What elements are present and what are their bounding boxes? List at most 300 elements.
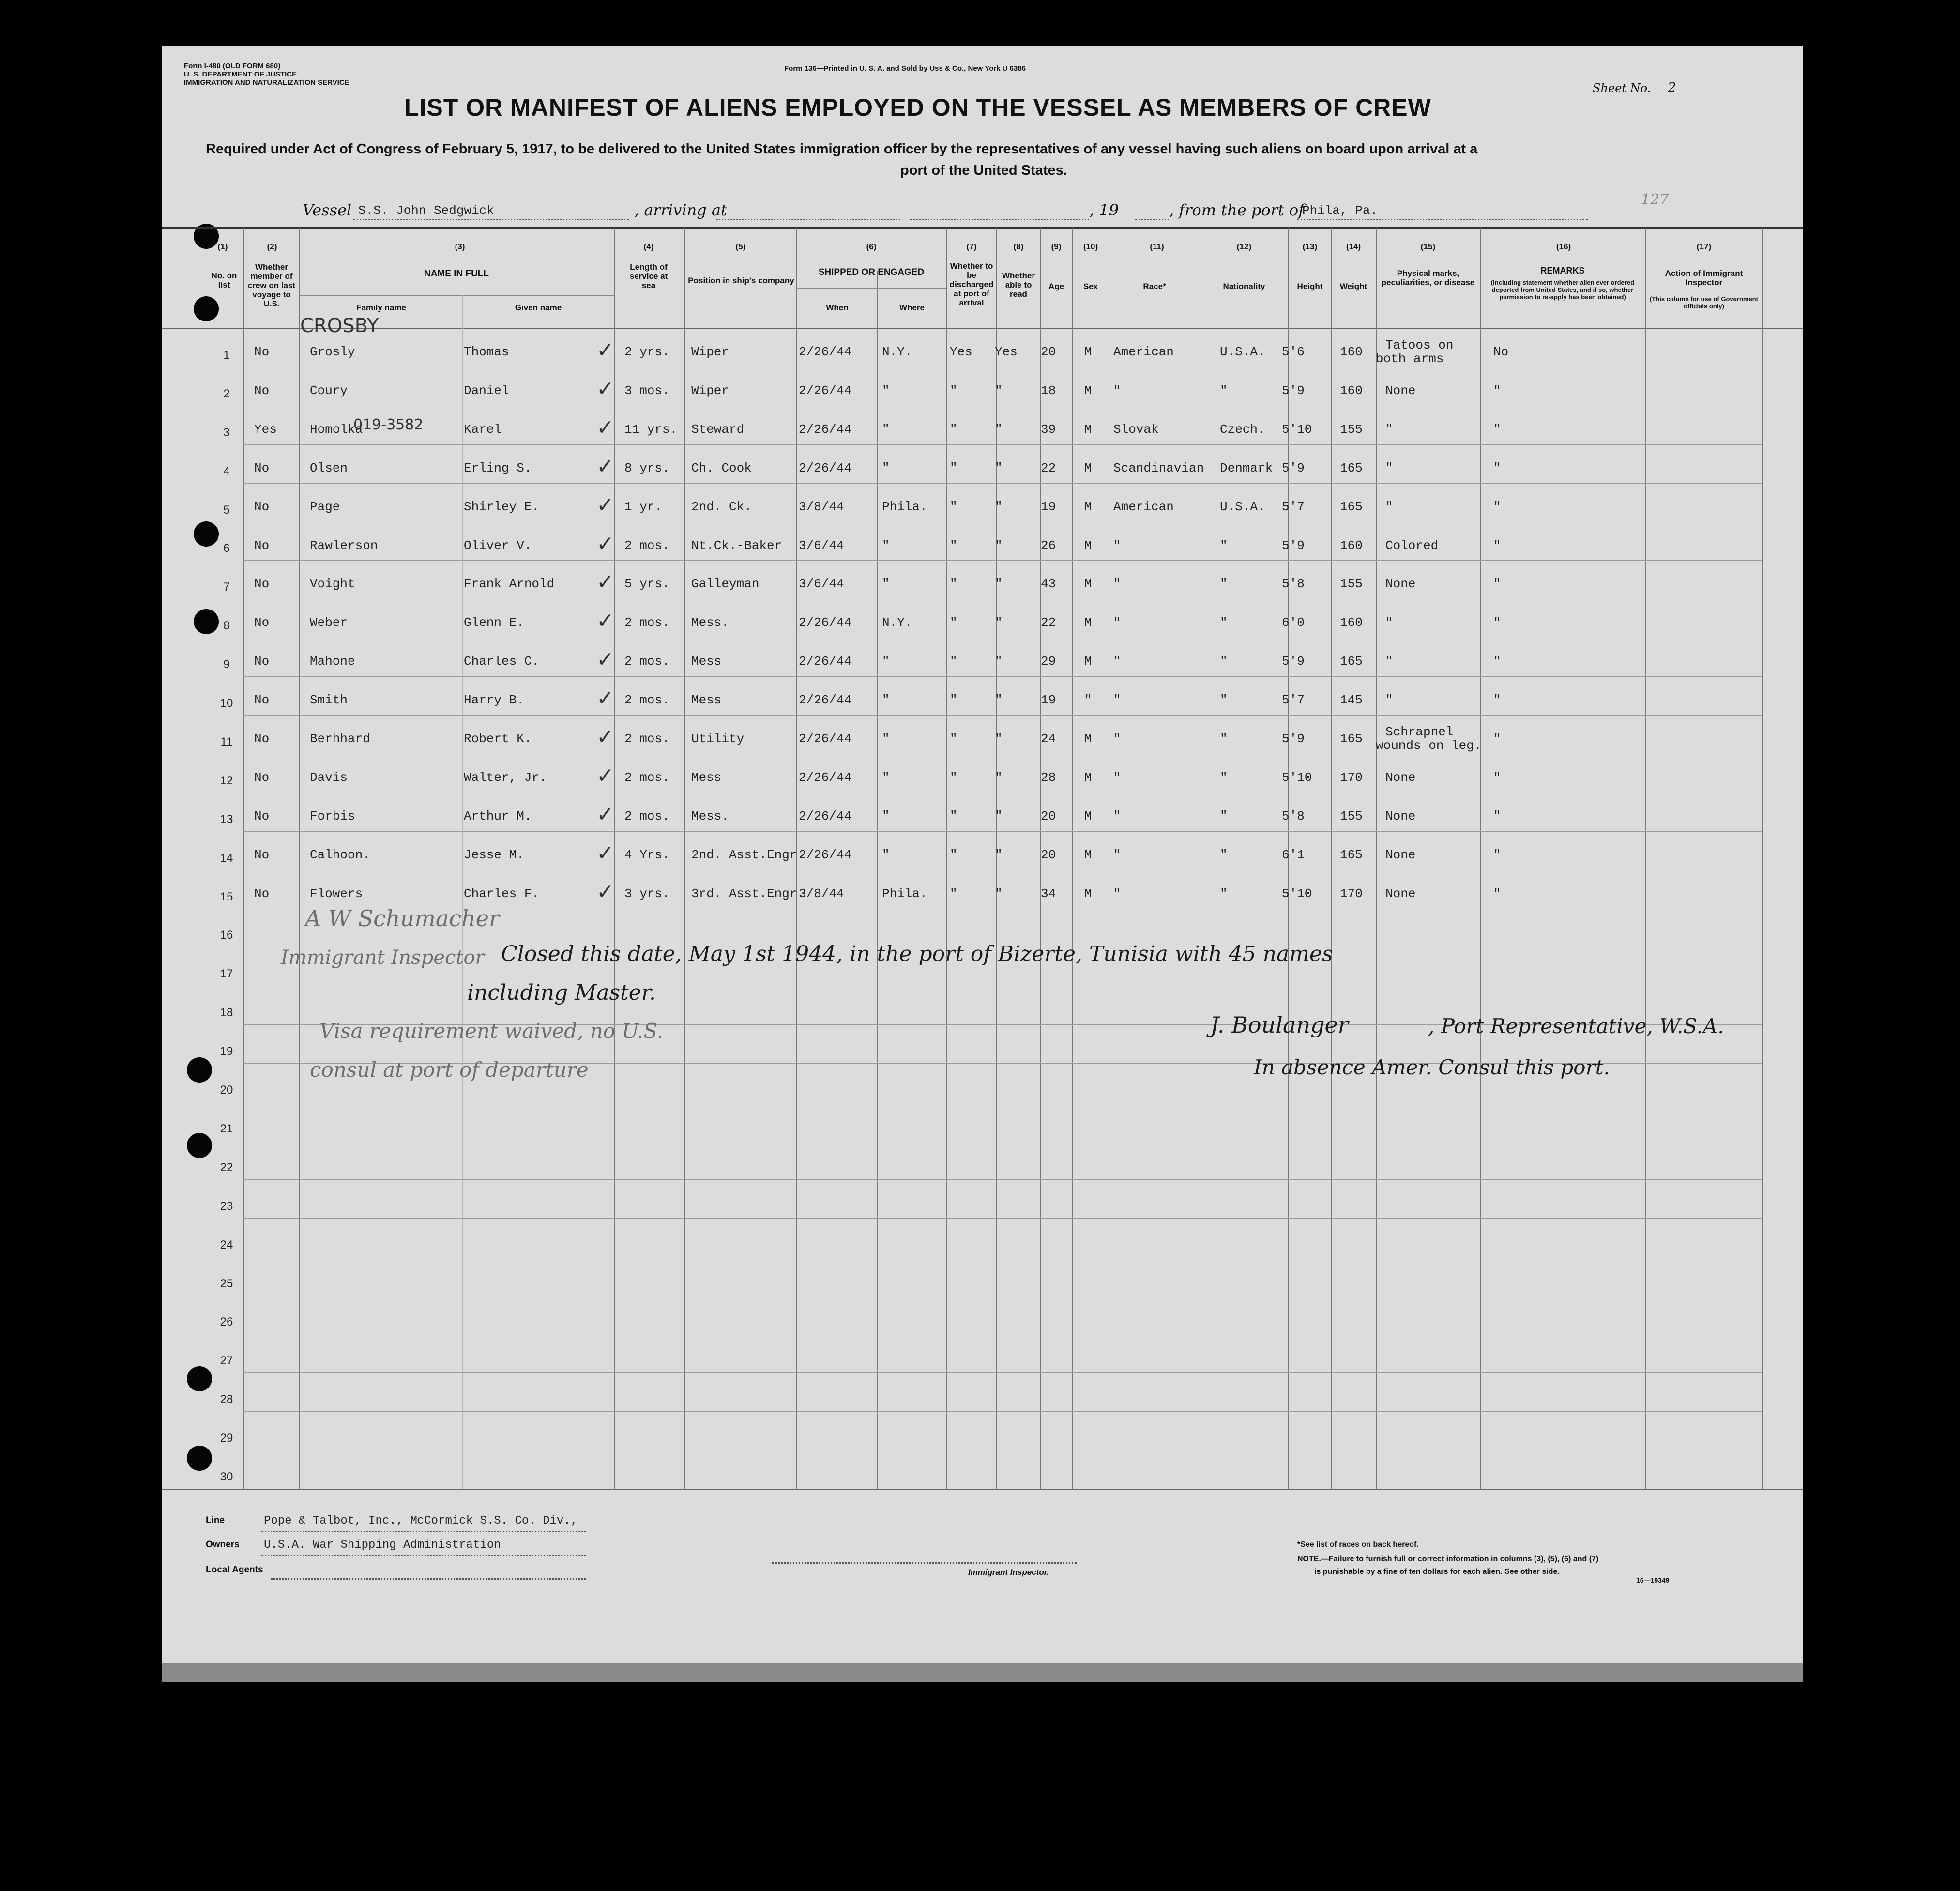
cell-age: 19 bbox=[1041, 693, 1056, 708]
cell-sex: M bbox=[1084, 383, 1092, 398]
col-num: (2) bbox=[267, 242, 277, 251]
cell-able-to-read: " bbox=[995, 383, 1003, 398]
cell-shipped-when: 2/26/44 bbox=[799, 422, 852, 437]
cell-service-length: 2 mos. bbox=[624, 654, 670, 669]
col-num: (15) bbox=[1420, 242, 1436, 251]
cell-weight: 160 bbox=[1340, 345, 1363, 359]
cell-position: Utility bbox=[691, 732, 744, 746]
check-mark-icon: ✓ bbox=[596, 415, 614, 440]
cell-family-name: Forbis bbox=[310, 808, 355, 824]
cell-shipped-where: " bbox=[882, 693, 890, 708]
row-number: 17 bbox=[220, 967, 233, 981]
col-num: (8) bbox=[1013, 242, 1024, 251]
cell-shipped-when: 3/6/44 bbox=[799, 538, 844, 553]
cell-able-to-read: " bbox=[995, 654, 1003, 669]
cell-sex: M bbox=[1084, 577, 1092, 592]
cell-service-length: 2 mos. bbox=[624, 693, 670, 708]
cell-sex: M bbox=[1084, 847, 1092, 862]
col-num: (17) bbox=[1696, 242, 1712, 251]
cell-weight: 145 bbox=[1340, 693, 1363, 708]
cell-height: 5'9 bbox=[1282, 460, 1305, 475]
header-service: Length of service at sea bbox=[629, 262, 668, 290]
check-mark-icon: ✓ bbox=[596, 686, 614, 711]
cell-weight: 160 bbox=[1340, 538, 1363, 553]
cell-height: 5'9 bbox=[1282, 654, 1305, 669]
cell-family-name: Page bbox=[310, 499, 340, 514]
cell-sex: M bbox=[1084, 422, 1092, 437]
cell-service-length: 8 yrs. bbox=[624, 460, 670, 475]
cell-nationality: " bbox=[1220, 654, 1228, 669]
line-value: Pope & Talbot, Inc., McCormick S.S. Co. Div., bbox=[264, 1514, 578, 1527]
row-number: 3 bbox=[223, 426, 230, 439]
check-mark-icon: ✓ bbox=[596, 377, 614, 401]
visa-note-line2: consul at port of departure bbox=[310, 1058, 589, 1082]
header-discharge: Whether to be discharged at port of arrival bbox=[949, 261, 994, 307]
cell-weight: 165 bbox=[1340, 847, 1363, 862]
cell-given-name: Daniel bbox=[464, 383, 509, 398]
header-weight: Weight bbox=[1339, 282, 1367, 291]
cell-weight: 165 bbox=[1340, 654, 1363, 669]
header-given-name: Given name bbox=[515, 303, 562, 312]
row-number: 2 bbox=[223, 387, 230, 400]
cell-height: 5'10 bbox=[1282, 422, 1312, 437]
cell-weight: 155 bbox=[1340, 422, 1363, 437]
row-number: 13 bbox=[220, 812, 233, 826]
cell-shipped-when: 2/26/44 bbox=[799, 460, 852, 475]
cell-position: Mess bbox=[691, 770, 722, 785]
col-num: (13) bbox=[1302, 242, 1318, 251]
cell-age: 29 bbox=[1041, 654, 1056, 669]
cell-shipped-where: " bbox=[882, 732, 890, 746]
cell-remarks: " bbox=[1493, 654, 1501, 669]
cell-given-name: Oliver V. bbox=[464, 538, 532, 553]
cell-height: 6'0 bbox=[1282, 615, 1305, 630]
cell-weight: 170 bbox=[1340, 770, 1363, 785]
cell-prev-voyage: No bbox=[254, 693, 270, 708]
cell-given-name: Frank Arnold bbox=[464, 577, 555, 592]
cell-physical-marks-line2: both arms bbox=[1376, 351, 1444, 366]
cell-physical-marks: Schrapnel bbox=[1385, 725, 1454, 739]
row-number: 12 bbox=[220, 774, 233, 787]
row-number: 5 bbox=[223, 503, 230, 517]
subtitle: Required under Act of Congress of February 5, 1917, to be delivered to the United States immigration officer by the representatives of any vessel having such aliens on board upon arrival at a bbox=[206, 141, 1478, 157]
scan-border bbox=[162, 1663, 1803, 1682]
cell-race: " bbox=[1113, 886, 1121, 901]
cell-remarks: " bbox=[1493, 847, 1501, 862]
cell-shipped-when: 3/8/44 bbox=[799, 886, 844, 901]
punch-hole bbox=[187, 1057, 212, 1083]
cell-shipped-where: " bbox=[882, 383, 890, 398]
cell-height: 5'9 bbox=[1282, 732, 1305, 746]
cell-sex: M bbox=[1084, 460, 1092, 475]
cell-nationality: Czech. bbox=[1220, 422, 1265, 437]
cell-service-length: 5 yrs. bbox=[624, 577, 670, 592]
cell-nationality: " bbox=[1220, 770, 1228, 785]
cell-prev-voyage: No bbox=[254, 770, 270, 785]
correction-crosby: CROSBY bbox=[300, 315, 379, 337]
footnote-penalty-line2: is punishable by a fine of ten dollars for each alien. See other side. bbox=[1314, 1568, 1560, 1576]
cell-race: " bbox=[1113, 538, 1121, 553]
cell-able-to-read: " bbox=[995, 808, 1003, 824]
cell-service-length: 3 mos. bbox=[624, 383, 670, 398]
row-number: 29 bbox=[220, 1432, 233, 1445]
cell-shipped-when: 2/26/44 bbox=[799, 654, 852, 669]
cell-family-name: Coury bbox=[310, 383, 348, 398]
cell-weight: 155 bbox=[1340, 808, 1363, 824]
cell-prev-voyage: No bbox=[254, 460, 270, 475]
cell-able-to-read: " bbox=[995, 577, 1003, 592]
cell-physical-marks: None bbox=[1385, 886, 1416, 901]
cell-remarks: " bbox=[1493, 770, 1501, 785]
header-age: Age bbox=[1048, 282, 1064, 291]
col-num: (7) bbox=[966, 242, 977, 251]
cell-nationality: U.S.A. bbox=[1220, 345, 1265, 359]
cell-sex: M bbox=[1084, 808, 1092, 824]
cell-nationality: U.S.A. bbox=[1220, 499, 1265, 514]
cell-sex: " bbox=[1084, 693, 1092, 708]
cell-remarks: " bbox=[1493, 577, 1501, 592]
cell-able-to-read: " bbox=[995, 460, 1003, 475]
header-prev-voyage: Whether member of crew on last voyage to U.S. bbox=[247, 262, 296, 308]
cell-discharge: " bbox=[950, 422, 957, 437]
cell-remarks: " bbox=[1493, 499, 1501, 514]
cell-shipped-where: N.Y. bbox=[882, 615, 912, 630]
row-number: 1 bbox=[223, 348, 230, 362]
line-label: Line bbox=[206, 1515, 225, 1525]
row-number: 15 bbox=[220, 890, 233, 903]
cell-height: 5'7 bbox=[1282, 693, 1305, 708]
header-name: NAME IN FULL bbox=[424, 269, 489, 279]
header-nationality: Nationality bbox=[1223, 282, 1265, 291]
cell-discharge: " bbox=[950, 808, 957, 824]
cell-height: 5'10 bbox=[1282, 770, 1312, 785]
cell-given-name: Glenn E. bbox=[464, 615, 524, 630]
subtitle-line2: port of the United States. bbox=[900, 163, 1067, 178]
cell-shipped-where: " bbox=[882, 422, 890, 437]
cell-discharge: " bbox=[950, 577, 957, 592]
col-num: (16) bbox=[1556, 242, 1571, 251]
cell-family-name: Weber bbox=[310, 615, 348, 630]
cell-position: Wiper bbox=[691, 383, 729, 398]
cell-physical-marks: None bbox=[1385, 770, 1416, 785]
check-mark-icon: ✓ bbox=[596, 802, 614, 826]
cell-prev-voyage: No bbox=[254, 538, 270, 553]
cell-given-name: Thomas bbox=[464, 345, 509, 359]
cell-family-name: Calhoon. bbox=[310, 847, 370, 862]
visa-note: Visa requirement waived, no U.S. bbox=[319, 1019, 663, 1043]
col-num: (11) bbox=[1150, 242, 1164, 251]
cell-race: American bbox=[1113, 499, 1174, 514]
cell-age: 26 bbox=[1041, 538, 1056, 553]
cell-position: Steward bbox=[691, 422, 744, 437]
row-number: 28 bbox=[220, 1393, 233, 1406]
header-action-note: (This column for use of Government officials only) bbox=[1650, 295, 1758, 310]
cell-position: 2nd. Asst.Engr. bbox=[691, 847, 805, 862]
header-action: Action of Immigrant Inspector bbox=[1665, 269, 1743, 287]
cell-able-to-read: " bbox=[995, 538, 1003, 553]
cell-shipped-where: " bbox=[882, 538, 890, 553]
cell-able-to-read: " bbox=[995, 847, 1003, 862]
cell-shipped-when: 2/26/44 bbox=[799, 615, 852, 630]
sheet-label: Sheet No. bbox=[1593, 81, 1651, 95]
cell-weight: 155 bbox=[1340, 577, 1363, 592]
cell-prev-voyage: No bbox=[254, 577, 270, 592]
cell-shipped-when: 3/8/44 bbox=[799, 499, 844, 514]
row-number: 19 bbox=[220, 1045, 233, 1058]
cell-race: " bbox=[1113, 383, 1121, 398]
cell-age: 39 bbox=[1041, 422, 1056, 437]
check-mark-icon: ✓ bbox=[596, 532, 614, 556]
cell-service-length: 1 yr. bbox=[624, 499, 663, 514]
header-remarks-note: (Including statement whether alien ever ordered deported from United States, and if so, whether permission to re-apply has been obtained) bbox=[1490, 279, 1635, 301]
sheet-number: 2 bbox=[1668, 79, 1676, 95]
cell-family-name: Smith bbox=[310, 693, 348, 708]
cell-nationality: " bbox=[1220, 847, 1228, 862]
vessel-label: Vessel bbox=[303, 201, 352, 219]
cell-weight: 165 bbox=[1340, 732, 1363, 746]
cell-prev-voyage: No bbox=[254, 654, 270, 669]
cell-prev-voyage: No bbox=[254, 345, 270, 359]
cell-prev-voyage: No bbox=[254, 847, 270, 862]
cell-service-length: 2 mos. bbox=[624, 770, 670, 785]
cell-shipped-where: " bbox=[882, 460, 890, 475]
cell-physical-marks: Tatoos on bbox=[1385, 338, 1454, 352]
cell-physical-marks: None bbox=[1385, 808, 1416, 824]
cell-given-name: Harry B. bbox=[464, 693, 524, 708]
cell-weight: 160 bbox=[1340, 615, 1363, 630]
cell-discharge: " bbox=[950, 886, 957, 901]
cell-position: Galleyman bbox=[691, 577, 760, 592]
punch-hole bbox=[194, 296, 219, 321]
cell-race: Scandinavian bbox=[1113, 460, 1204, 475]
row-number: 7 bbox=[223, 580, 230, 594]
cell-height: 5'6 bbox=[1282, 345, 1305, 359]
cell-family-name: Flowers bbox=[310, 886, 363, 901]
cell-remarks: " bbox=[1493, 886, 1501, 901]
check-mark-icon: ✓ bbox=[596, 880, 614, 904]
cell-physical-marks: " bbox=[1385, 422, 1393, 437]
cell-sex: M bbox=[1084, 770, 1092, 785]
cell-given-name: Charles C. bbox=[464, 654, 540, 669]
owners-value: U.S.A. War Shipping Administration bbox=[264, 1539, 501, 1552]
row-number: 20 bbox=[220, 1083, 233, 1097]
cell-height: 5'10 bbox=[1282, 886, 1312, 901]
file-number: 019-3582 bbox=[353, 416, 424, 433]
row-number: 24 bbox=[220, 1238, 233, 1251]
punch-hole bbox=[187, 1366, 212, 1391]
cell-physical-marks: " bbox=[1385, 499, 1393, 514]
inspector-name: A W Schumacher bbox=[305, 905, 500, 931]
row-number: 10 bbox=[220, 697, 233, 710]
check-mark-icon: ✓ bbox=[596, 725, 614, 749]
row-number: 4 bbox=[223, 464, 230, 478]
row-number: 23 bbox=[220, 1199, 233, 1213]
representative-signature: J. Boulanger bbox=[1210, 1012, 1349, 1038]
cell-race: " bbox=[1113, 847, 1121, 862]
cell-physical-marks: Colored bbox=[1385, 538, 1439, 553]
row-number: 14 bbox=[220, 851, 233, 865]
cell-physical-marks: " bbox=[1385, 615, 1393, 630]
col-num: (6) bbox=[866, 242, 877, 251]
cell-able-to-read: " bbox=[995, 422, 1003, 437]
year-label: , 19 bbox=[1089, 201, 1119, 219]
cell-remarks: " bbox=[1493, 460, 1501, 475]
cell-family-name: Davis bbox=[310, 770, 348, 785]
check-mark-icon: ✓ bbox=[596, 338, 614, 362]
cell-nationality: " bbox=[1220, 693, 1228, 708]
cell-weight: 170 bbox=[1340, 886, 1363, 901]
cell-shipped-when: 2/26/44 bbox=[799, 383, 852, 398]
cell-position: Wiper bbox=[691, 345, 729, 359]
cell-prev-voyage: Yes bbox=[254, 422, 277, 437]
cell-remarks: " bbox=[1493, 693, 1501, 708]
cell-remarks: No bbox=[1493, 345, 1509, 359]
cell-physical-marks: " bbox=[1385, 693, 1393, 708]
page-title: LIST OR MANIFEST OF ALIENS EMPLOYED ON THE VESSEL AS MEMBERS OF CREW bbox=[404, 94, 1431, 121]
cell-shipped-where: " bbox=[882, 770, 890, 785]
cell-family-name: Mahone bbox=[310, 654, 355, 669]
cell-shipped-when: 2/26/44 bbox=[799, 345, 852, 359]
absence-note: In absence Amer. Consul this port. bbox=[1254, 1055, 1610, 1079]
cell-physical-marks-line2: wounds on leg. bbox=[1376, 738, 1482, 753]
cell-shipped-when: 2/26/44 bbox=[799, 693, 852, 708]
cell-able-to-read: " bbox=[995, 732, 1003, 746]
cell-service-length: 2 yrs. bbox=[624, 345, 670, 359]
row-number: 30 bbox=[220, 1470, 233, 1483]
cell-race: " bbox=[1113, 808, 1121, 824]
header-read: Whether able to read bbox=[1002, 271, 1035, 299]
cell-family-name: Rawlerson bbox=[310, 538, 378, 553]
check-mark-icon: ✓ bbox=[596, 454, 614, 478]
vessel-name: S.S. John Sedgwick bbox=[358, 203, 494, 218]
check-mark-icon: ✓ bbox=[596, 493, 614, 517]
cell-height: 5'7 bbox=[1282, 499, 1305, 514]
cell-discharge: " bbox=[950, 460, 957, 475]
cell-remarks: " bbox=[1493, 615, 1501, 630]
col-num: (3) bbox=[455, 242, 465, 251]
row-number: 6 bbox=[223, 542, 230, 555]
col-num: (9) bbox=[1051, 242, 1062, 251]
header-family-name: Family name bbox=[356, 303, 406, 312]
row-number: 26 bbox=[220, 1315, 233, 1329]
check-mark-icon: ✓ bbox=[596, 841, 614, 865]
cell-position: 3rd. Asst.Engr. bbox=[691, 886, 805, 901]
cell-position: 2nd. Ck. bbox=[691, 499, 752, 514]
header-position: Position in ship's company bbox=[688, 276, 794, 285]
header-when: When bbox=[826, 303, 849, 312]
cell-shipped-where: " bbox=[882, 808, 890, 824]
header-remarks: REMARKS bbox=[1540, 266, 1585, 275]
cell-age: 19 bbox=[1041, 499, 1056, 514]
cell-service-length: 2 mos. bbox=[624, 808, 670, 824]
cell-shipped-where: N.Y. bbox=[882, 345, 912, 359]
cell-given-name: Arthur M. bbox=[464, 808, 532, 824]
cell-height: 5'8 bbox=[1282, 808, 1305, 824]
printer-line: Form 136—Printed in U. S. A. and Sold by Uss & Co., New York U 6386 bbox=[784, 64, 1026, 73]
cell-able-to-read: " bbox=[995, 886, 1003, 901]
from-port-label: , from the port of bbox=[1169, 201, 1305, 219]
cell-race: " bbox=[1113, 577, 1121, 592]
row-number: 8 bbox=[223, 619, 230, 633]
punch-hole bbox=[187, 1133, 212, 1158]
row-number: 21 bbox=[220, 1122, 233, 1135]
cell-service-length: 4 Yrs. bbox=[624, 847, 670, 862]
cell-given-name: Charles F. bbox=[464, 886, 540, 901]
cell-prev-voyage: No bbox=[254, 732, 270, 746]
cell-race: " bbox=[1113, 732, 1121, 746]
row-number: 27 bbox=[220, 1354, 233, 1368]
cell-height: 5'9 bbox=[1282, 538, 1305, 553]
cell-discharge: Yes bbox=[950, 345, 972, 359]
cell-race: " bbox=[1113, 770, 1121, 785]
header-no-on-list: No. on list bbox=[211, 271, 237, 290]
cell-given-name: Robert K. bbox=[464, 732, 532, 746]
cell-position: Mess bbox=[691, 693, 722, 708]
col-num: (10) bbox=[1083, 242, 1098, 251]
cell-shipped-when: 2/26/44 bbox=[799, 847, 852, 862]
row-number: 9 bbox=[223, 658, 230, 671]
cell-shipped-where: " bbox=[882, 847, 890, 862]
cell-weight: 165 bbox=[1340, 499, 1363, 514]
cell-family-name: Homolka bbox=[310, 422, 363, 437]
cell-discharge: " bbox=[950, 615, 957, 630]
cell-sex: M bbox=[1084, 886, 1092, 901]
cell-age: 20 bbox=[1041, 808, 1056, 824]
cell-service-length: 2 mos. bbox=[624, 732, 670, 746]
cell-service-length: 11 yrs. bbox=[624, 422, 678, 437]
form-id: Form I-480 (OLD FORM 680) U. S. DEPARTMENT OF JUSTICE IMMIGRATION AND NATURALIZATION SERVICE bbox=[184, 62, 349, 87]
immigrant-inspector-label: Immigrant Inspector. bbox=[968, 1568, 1049, 1577]
cell-able-to-read: Yes bbox=[995, 345, 1018, 359]
cell-shipped-when: 2/26/44 bbox=[799, 770, 852, 785]
cell-shipped-where: Phila. bbox=[882, 499, 927, 514]
cell-shipped-when: 2/26/44 bbox=[799, 808, 852, 824]
col-num: (12) bbox=[1236, 242, 1252, 251]
row-number: 22 bbox=[220, 1160, 233, 1174]
header-physical-marks: Physical marks, peculiarities, or disease bbox=[1381, 269, 1475, 287]
cell-family-name: Berhhard bbox=[310, 732, 370, 746]
cell-discharge: " bbox=[950, 538, 957, 553]
cell-shipped-where: Phila. bbox=[882, 886, 927, 901]
cell-physical-marks: None bbox=[1385, 383, 1416, 398]
closed-note: Closed this date, May 1st 1944, in the port of Bizerte, Tunisia with 45 names bbox=[501, 942, 1333, 966]
cell-sex: M bbox=[1084, 345, 1092, 359]
row-number: 18 bbox=[220, 1006, 233, 1020]
cell-service-length: 2 mos. bbox=[624, 615, 670, 630]
cell-position: Mess. bbox=[691, 615, 729, 630]
cell-position: Nt.Ck.-Baker bbox=[691, 538, 782, 553]
cell-prev-voyage: No bbox=[254, 499, 270, 514]
row-number: 11 bbox=[220, 735, 233, 748]
cell-remarks: " bbox=[1493, 383, 1501, 398]
cell-height: 5'8 bbox=[1282, 577, 1305, 592]
from-port: Phila, Pa. bbox=[1302, 203, 1378, 218]
cell-given-name: Shirley E. bbox=[464, 499, 540, 514]
cell-discharge: " bbox=[950, 847, 957, 862]
cell-height: 5'9 bbox=[1282, 383, 1305, 398]
cell-prev-voyage: No bbox=[254, 383, 270, 398]
footnote-races: *See list of races on back hereof. bbox=[1297, 1540, 1419, 1549]
header-height: Height bbox=[1297, 282, 1323, 291]
cell-given-name: Erling S. bbox=[464, 460, 532, 475]
cell-sex: M bbox=[1084, 732, 1092, 746]
check-mark-icon: ✓ bbox=[596, 648, 614, 672]
cell-given-name: Karel bbox=[464, 422, 502, 437]
cell-shipped-when: 2/26/44 bbox=[799, 732, 852, 746]
cell-nationality: " bbox=[1220, 538, 1228, 553]
cell-able-to-read: " bbox=[995, 693, 1003, 708]
cell-sex: M bbox=[1084, 499, 1092, 514]
